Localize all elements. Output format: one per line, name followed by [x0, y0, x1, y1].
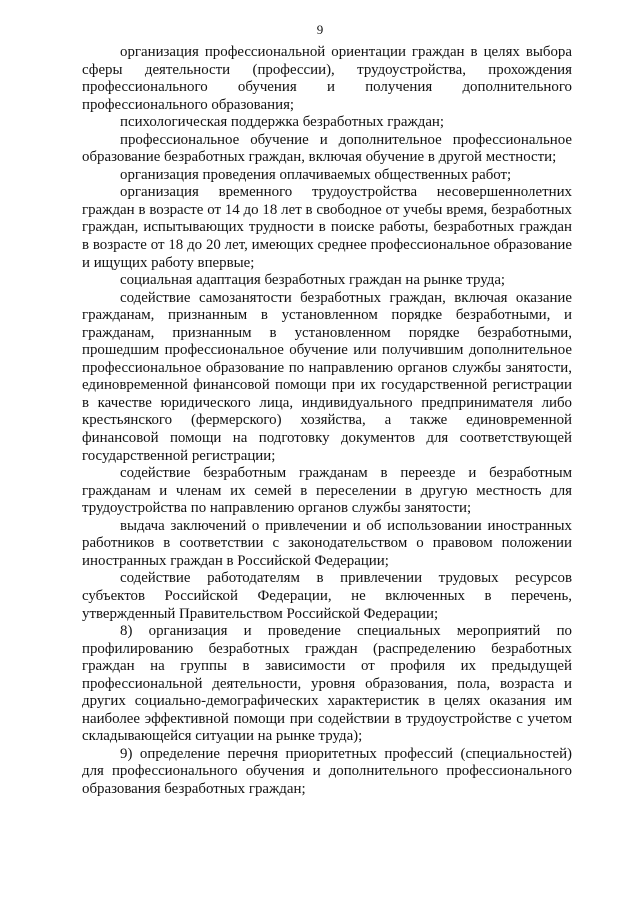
paragraph-self-employment: содействие самозанятости безработных граждан, включая оказание гражданам, признанным в установленном порядке безработными, и гражданам, признанным в установленном порядке безработными, прошедшим профессиональное обучение или получившим дополнительное профессиональное образование по направлению органов службы занятости, единовременной финансовой помощи при их государственной регистрации в качестве юридического лица, индивидуального предпринимателя либо крестьянского (фермерского) хозяйства, а также единовременной финансовой помощи на подготовку документов для соответствующей государственной регистрации;: [82, 289, 572, 464]
paragraph-item-9-priority-professions: 9) определение перечня приоритетных профессий (специальностей) для профессионального обучения и дополнительного профессионального образования безработных граждан;: [82, 745, 572, 797]
document-body: [82, 44, 572, 799]
paragraph-vocational-training: профессиональное обучение и дополнительное профессиональное образование безработных граждан, включая обучение в другой местности;: [82, 131, 572, 166]
paragraph-career-guidance: организация профессиональной ориентации граждан в целях выбора сферы деятельности (профессии), трудоустройства, прохождения профессионального обучения и получения дополнительного профессионального образования;: [82, 44, 572, 113]
paragraph-employer-assistance: содействие работодателям в привлечении трудовых ресурсов субъектов Российской Федерации, не включенных в перечень, утвержденный Правительством Российской Федерации;: [82, 570, 572, 622]
paragraph-social-adaptation: социальная адаптация безработных граждан на рынке труда;: [120, 272, 506, 289]
paragraph-temporary-employment: организация временного трудоустройства несовершеннолетних граждан в возрасте от 14 до 18 лет в свободное от учебы время, безработных граждан, испытывающих трудности в поиске работы, безработных граждан в возрасте от 18 до 20 лет, имеющих среднее профессиональное образование и ищущих работу впервые;: [82, 184, 572, 271]
paragraph-relocation: содействие безработным гражданам в переезде и безработным гражданам и членам их семей в переселении в другую местность для трудоустройства по направлению органов службы занятости;: [82, 465, 572, 517]
paragraph-item-8-profiling: 8) организация и проведение специальных мероприятий по профилированию безработных граждан (распределению безработных граждан на группы в зависимости от профиля их предыдущей профессиональной деятельности, уровня образования, пола, возраста и других социально-демографических характеристик в целях оказания им наиболее эффективной помощи при содействии в трудоустройстве с учетом складывающейся ситуации на рынке труда);: [82, 623, 572, 745]
page-number: 9: [316, 22, 324, 37]
paragraph-public-works: организация проведения оплачиваемых общественных работ;: [120, 166, 512, 183]
paragraph-foreign-workers: выдача заключений о привлечении и об использовании иностранных работников в соответствии с законодательством о правовом положении иностранных граждан в Российской Федерации;: [82, 517, 572, 569]
paragraph-psychological-support: психологическая поддержка безработных граждан;: [120, 114, 445, 131]
